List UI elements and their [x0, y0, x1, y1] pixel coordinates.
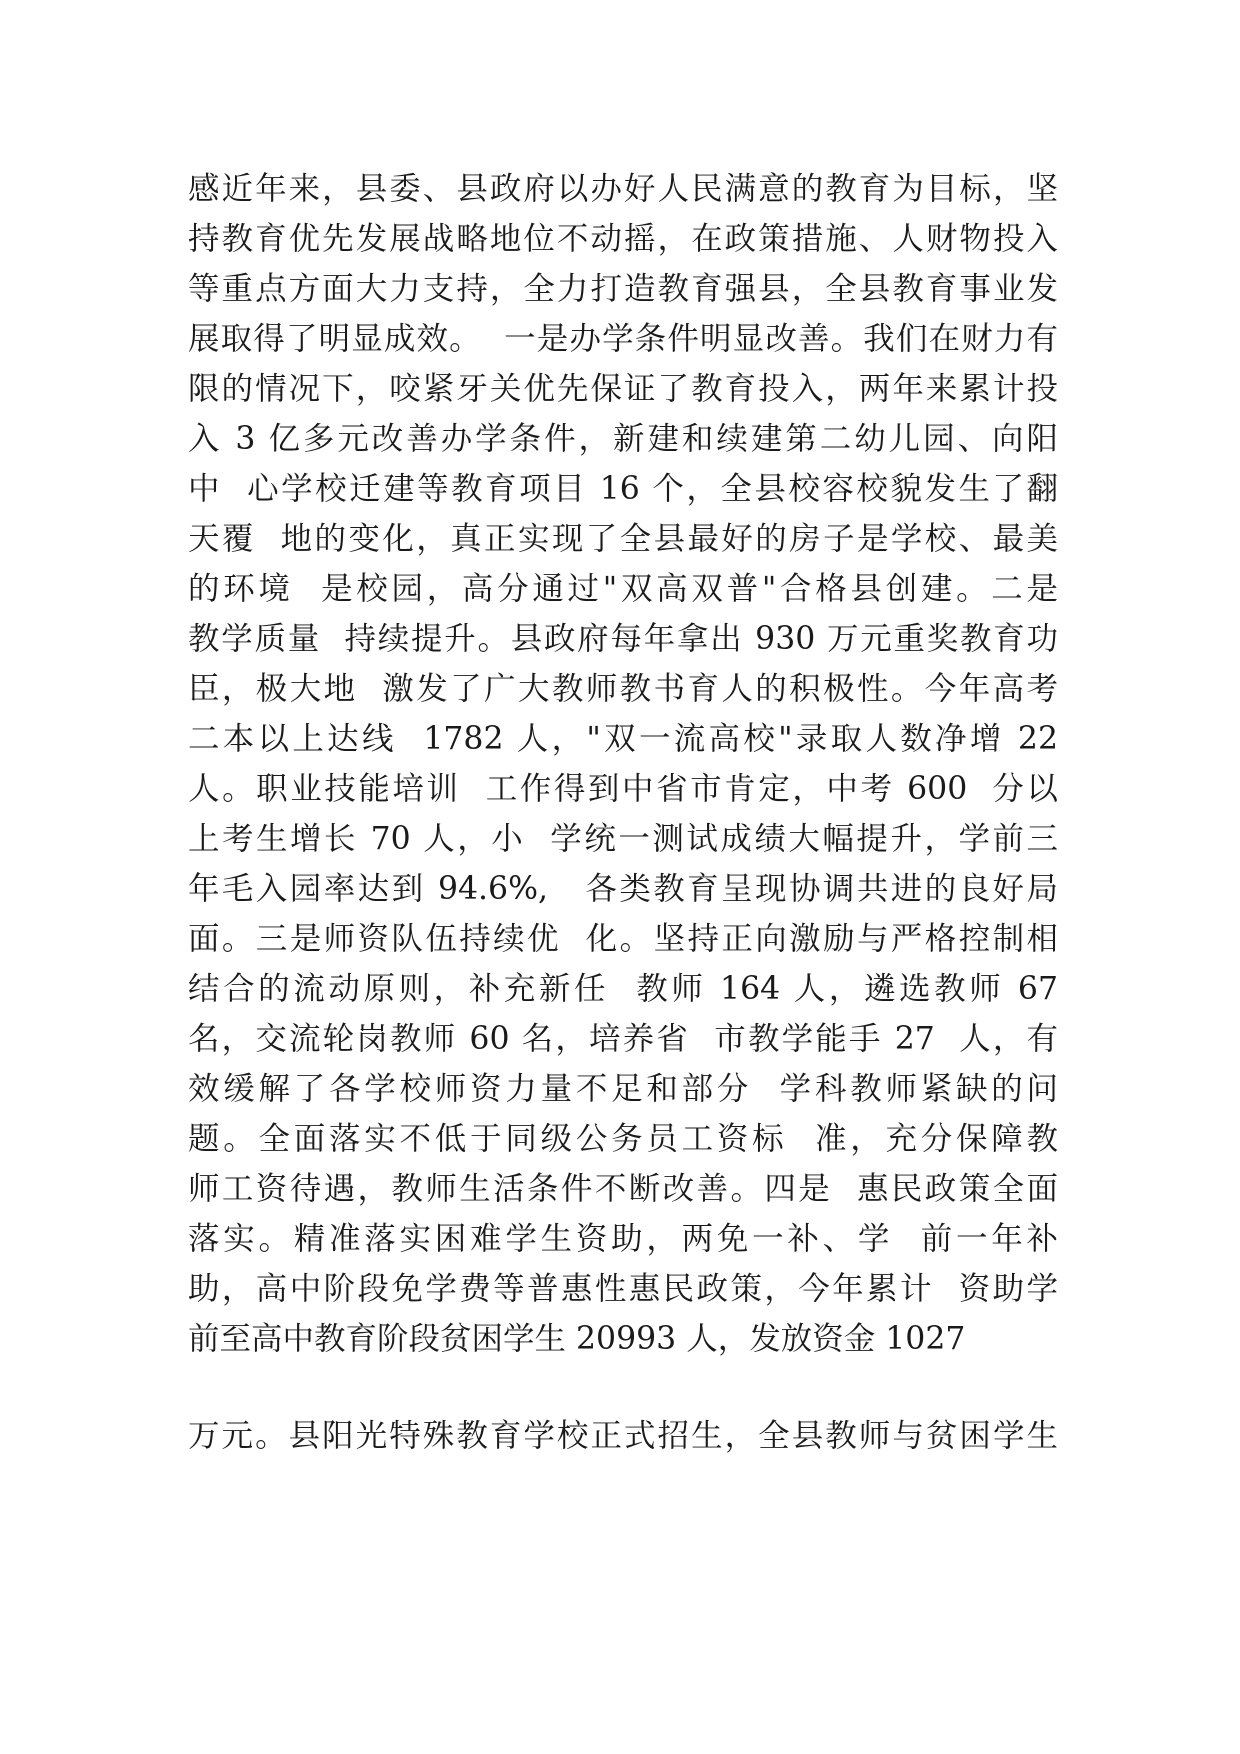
text-line: 展取得了明显成效。 一是办学条件明显改善。我们在财力有 [188, 321, 1058, 357]
text-line: 持教育优先发展战略地位不动摇，在政策措施、人财物投入 [188, 221, 1058, 257]
text-line: 师工资待遇，教师生活条件不断改善。四是 惠民政策全面 [188, 1171, 1058, 1207]
text-line: 助，高中阶段免学费等普惠性惠民政策，今年累计 资助学 [188, 1271, 1058, 1307]
text-line: 感近年来，县委、县政府以办好人民满意的教育为目标，坚 [188, 171, 1058, 207]
text-line: 臣，极大地 激发了广大教师教书育人的积极性。今年高考 [188, 671, 1058, 707]
text-line: 中 心学校迁建等教育项目 16 个，全县校容校貌发生了翻 [188, 471, 1058, 507]
continuation-paragraph [188, 1411, 1058, 1461]
text-line: 面。三是师资队伍持续优 化。坚持正向激励与严格控制相 [188, 921, 1058, 957]
text-line: 入 3 亿多元改善办学条件，新建和续建第二幼儿园、向阳 [188, 421, 1058, 457]
text-line: 结合的流动原则，补充新任 教师 164 人，遴选教师 67 [188, 971, 1058, 1007]
text-line: 万元。县阳光特殊教育学校正式招生，全县教师与贫困学生 [188, 1418, 1058, 1454]
text-line: 效缓解了各学校师资力量不足和部分 学科教师紧缺的问 [188, 1071, 1058, 1107]
text-line: 教学质量 持续提升。县政府每年拿出 930 万元重奖教育功 [188, 621, 1058, 657]
text-line: 二本以上达线 1782 人，"双一流高校"录取人数净增 22 [188, 721, 1058, 757]
text-line: 天覆 地的变化，真正实现了全县最好的房子是学校、最美 [188, 521, 1058, 557]
text-line: 的环境 是校园，高分通过"双高双普"合格县创建。二是 [188, 571, 1058, 607]
text-line: 前至高中教育阶段贫困学生 20993 人，发放资金 1027 [188, 1321, 966, 1357]
text-line: 限的情况下，咬紧牙关优先保证了教育投入，两年来累计投 [188, 371, 1058, 407]
text-line: 人。职业技能培训 工作得到中省市肯定，中考 600 分以 [188, 771, 1058, 807]
text-line: 落实。精准落实困难学生资助，两免一补、学 前一年补 [188, 1221, 1058, 1257]
body-paragraph [188, 164, 1058, 1364]
text-line: 年毛入园率达到 94.6%, 各类教育呈现协调共进的良好局 [188, 871, 1058, 907]
text-line: 上考生增长 70 人，小 学统一测试成绩大幅提升，学前三 [188, 821, 1058, 857]
text-line: 题。全面落实不低于同级公务员工资标 准，充分保障教 [188, 1121, 1058, 1157]
text-line: 等重点方面大力支持，全力打造教育强县，全县教育事业发 [188, 271, 1058, 307]
text-line: 名，交流轮岗教师 60 名，培养省 市教学能手 27 人，有 [188, 1021, 1058, 1057]
